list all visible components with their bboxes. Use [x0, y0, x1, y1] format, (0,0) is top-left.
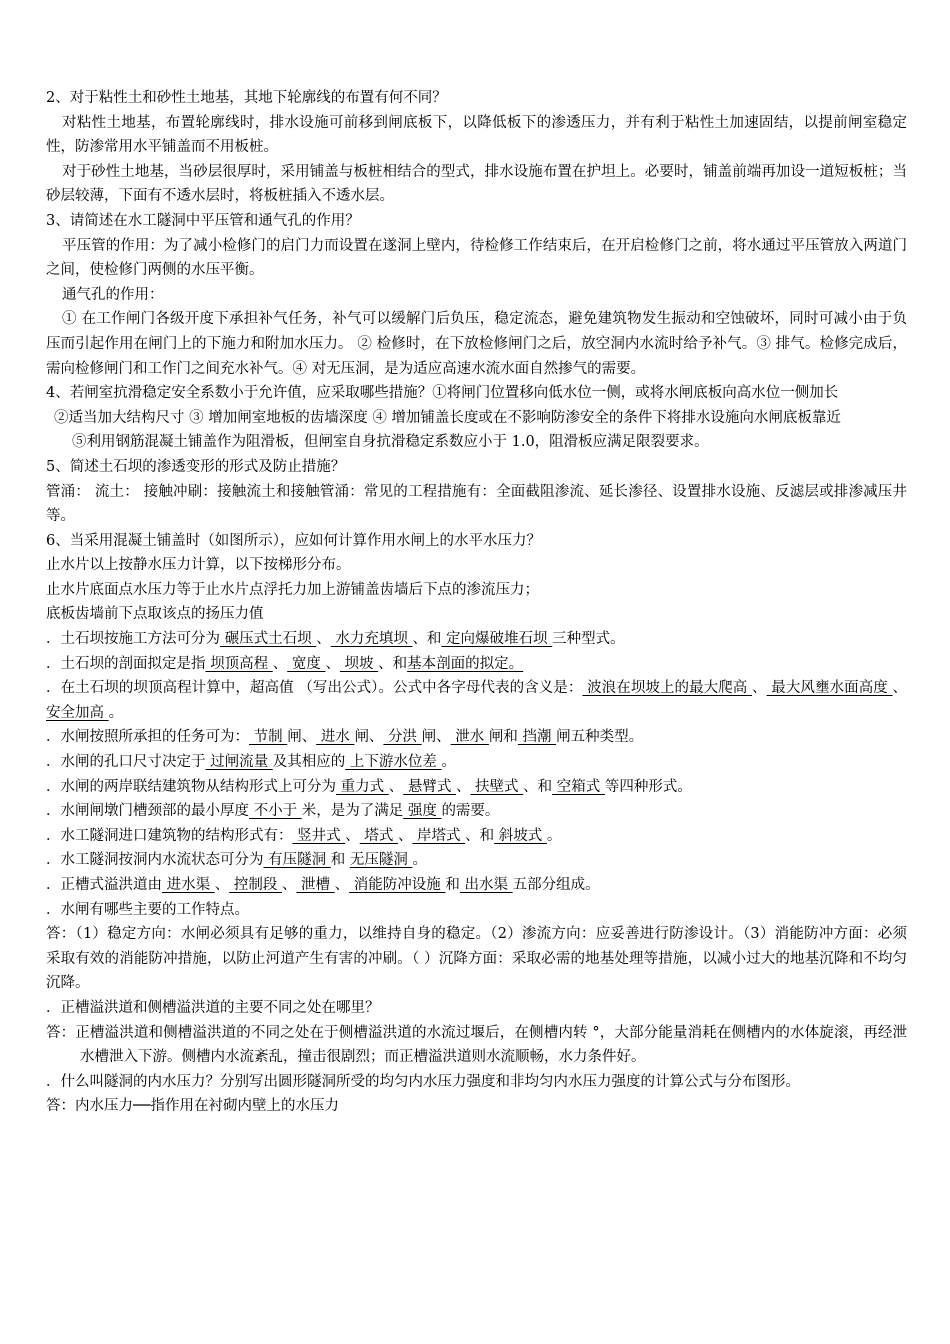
text-run: ．水工隧洞按洞内水流状态可分为: [46, 852, 264, 869]
underlined-answer: 安全加高: [46, 704, 109, 721]
text-run: 、: [345, 827, 360, 844]
text-run: 、和: [523, 778, 553, 795]
text-run: 、: [334, 877, 350, 893]
text-paragraph: [46, 578, 907, 603]
text-run: 、: [892, 680, 908, 697]
text-run: 。: [441, 754, 456, 771]
text-paragraph: [46, 676, 907, 725]
underlined-answer: 岸塔式: [412, 827, 466, 844]
text-run: 、: [272, 655, 288, 672]
text-paragraph: [46, 725, 907, 750]
text-paragraph: [46, 529, 907, 554]
text-run: 闸和: [488, 729, 518, 746]
underlined-answer: 斜坡式: [494, 827, 547, 844]
text-paragraph: [46, 602, 907, 627]
text-paragraph: [46, 775, 907, 800]
text-run: 对于砂性土地基，当砂层很厚时，采用铺盖与板桩相结合的型式，排水设施布置在护坦上。必要时，铺盖前端再加设一道短板桩；当砂层较薄，下面有不透水层时，将板桩插入不透水层。: [46, 163, 907, 205]
text-run: 。: [546, 827, 562, 844]
text-paragraph: [46, 86, 907, 111]
text-run: 、: [752, 680, 767, 697]
text-run: 答：内水压力──指作用在衬砌内壁上的水压力: [46, 1098, 339, 1115]
text-run: 管涌： 流土： 接触冲刷：接触流土和接触管涌：常见的工程措施有：全面截阻渗流、延长渗径、设置排水设施、反滤层或排渗减压井等。: [46, 483, 907, 525]
text-run: 、: [281, 877, 297, 893]
text-run: 、: [455, 778, 471, 795]
underlined-answer: 出水渠: [459, 877, 513, 893]
text-run: 底板齿墙前下点取该点的扬压力值: [46, 606, 264, 623]
text-paragraph: [46, 848, 907, 873]
underlined-answer: 强度: [403, 803, 442, 820]
text-run: 三种型式。: [552, 631, 625, 648]
underlined-answer: 不小于: [249, 803, 302, 820]
underlined-answer: 竖井式: [292, 827, 346, 844]
text-run: ．水闸闸墩门槽颈部的最小厚度: [46, 803, 249, 820]
text-paragraph: [46, 799, 907, 824]
underlined-answer: 节制: [249, 729, 288, 746]
text-paragraph: [46, 1070, 907, 1095]
text-run: 、: [214, 877, 230, 893]
text-run: 、和: [378, 655, 408, 672]
underlined-answer: 碾压式土石坝: [220, 631, 317, 648]
text-run: 平压管的作用：为了减小检修门的启门力而设置在遂洞上壁内，待检修工作结束后，在开启检修门之前，将水通过平压管放入两道门之间，使检修门两侧的水压平衡。: [46, 237, 907, 279]
text-run: 及其相应的: [272, 754, 346, 771]
text-paragraph: [46, 234, 907, 283]
text-run: 闸、: [354, 729, 384, 746]
underlined-answer: 最大风壅水面高度: [766, 680, 893, 697]
text-run: 答：正槽溢洪道和侧槽溢洪道的不同之处在于侧槽溢洪道的水流过堰后，在侧槽内转 °，大部分能量消耗在侧槽内的水体旋滚，再经泄水槽泄入下游。侧槽内水流紊乱，撞击很剧烈；而正槽溢洪道则水流顺畅，水力条件好。: [46, 1024, 907, 1066]
underlined-answer: 塔式: [359, 827, 398, 844]
underlined-answer: 重力式: [336, 778, 389, 795]
text-run: ．水工隧洞进口建筑物的结构形式有：: [46, 827, 293, 844]
underlined-answer: 宽度: [287, 655, 326, 672]
text-run: ．水闸有哪些主要的工作特点。: [46, 901, 249, 918]
text-run: 对粘性土地基，布置轮廓线时，排水设施可前移到闸底板下，以降低板下的渗透压力，并有利于粘性土加速固结，以提前闸室稳定性，防渗常用水平铺盖而不用板桩。: [46, 114, 907, 156]
text-paragraph: [46, 922, 907, 996]
text-paragraph: [46, 1094, 907, 1119]
underlined-answer: 上下游水位差: [345, 754, 442, 771]
text-paragraph: [46, 406, 907, 431]
text-run: 。: [108, 704, 124, 721]
underlined-answer: 悬臂式: [403, 778, 456, 795]
underlined-answer: 过闸流量: [205, 754, 273, 771]
underlined-answer: 无压隧洞: [349, 852, 413, 869]
underlined-answer: 坝顶高程: [205, 655, 273, 672]
text-run: 闸五种类型。: [556, 729, 644, 746]
underlined-answer: 定向爆破堆石坝: [441, 631, 553, 648]
text-paragraph: [46, 996, 907, 1021]
text-run: 、: [316, 631, 331, 648]
text-run: 4、若闸室抗滑稳定安全系数小于允许值，应采取哪些措施？①将闸门位置移向低水位一侧，或将水闸底板向高水位一侧加长: [46, 385, 839, 402]
text-run: 6、当采用混凝土铺盖时（如图所示），应如何计算作用水闸上的水平水压力？: [46, 532, 541, 549]
underlined-answer: 水力充填坝: [330, 631, 413, 648]
text-run: 闸、: [421, 729, 451, 746]
underlined-answer: 有压隧洞: [263, 852, 331, 869]
text-run: 答：（1）稳定方向：水闸必须具有足够的重力，以维持自身的稳定。（2）渗流方向：应妥善进行防渗设计。（3）消能防冲方面：必须采取有效的消能防冲措施，以防止河道产生有害的冲刷。（ ）沉降方面：采取必需的地基处理等措施，以减小过大的地基沉降和不均匀沉降。: [46, 926, 907, 992]
text-run: 和: [330, 852, 350, 869]
text-run: ① 在工作闸门各级开度下承担补气任务，补气可以缓解门后负压，稳定流态，避免建筑物发生振动和空蚀破坏，同时可减小由于负压而引起作用在闸门上的下施力和附加水压力。 ② 检修时，在下放检修闸门之后，放空洞内水流时给予补气。③ 排气。检修完成后，需向检修闸门和工作门之间充水补气。④ 对无压洞，是为适应高速水流水面自然掺气的需要。: [46, 311, 907, 377]
underlined-answer: 控制段: [229, 877, 282, 893]
text-run: ．水闸按照所承担的任务可为：: [46, 729, 249, 746]
text-paragraph: [46, 1021, 907, 1070]
text-run: ．水闸的孔口尺寸决定于: [46, 754, 206, 771]
text-run: 等四种形式。: [604, 778, 692, 795]
text-run: 3、请简述在水工隧洞中平压管和通气孔的作用？: [46, 212, 360, 229]
underlined-answer: 波浪在坝坡上的最大爬高: [582, 680, 753, 697]
text-paragraph: [46, 209, 907, 234]
text-run: ．正槽式溢洪道由: [46, 877, 162, 893]
underlined-answer: 进水: [316, 729, 355, 746]
text-paragraph: [46, 898, 907, 923]
underlined-answer: 空箱式: [552, 778, 605, 795]
text-run: 、和: [465, 827, 495, 844]
text-run: 通气孔的作用：: [62, 286, 164, 303]
text-run: ．土石坝按施工方法可分为: [46, 631, 220, 648]
text-paragraph: [46, 381, 907, 406]
underlined-answer: 扶壁式: [470, 778, 524, 795]
document-body: [46, 86, 907, 1119]
text-paragraph: [46, 750, 907, 775]
text-run: ②适当加大结构尺寸 ③ 增加闸室地板的齿墙深度 ④ 增加铺盖长度或在不影响防渗安全的条件下将排水设施向水闸底板靠近: [54, 409, 841, 426]
text-paragraph: [46, 824, 907, 849]
underlined-answer: 泄槽: [296, 877, 335, 893]
text-run: 止水片底面点水压力等于止水片点浮托力加上游铺盖齿墙后下点的渗流压力；: [46, 581, 539, 598]
text-run: 米，是为了满足: [301, 803, 404, 820]
text-run: 2、对于粘性土和砂性土地基，其地下轮廓线的布置有何不同？: [46, 90, 447, 106]
underlined-answer: 挡潮: [517, 729, 557, 746]
text-run: ．什么叫隧洞的内水压力？分别写出圆形隧洞所受的均匀内水压力强度和非均匀内水压力强度的计算公式与分布图形。: [46, 1073, 800, 1090]
text-paragraph: [46, 652, 907, 677]
text-paragraph: [46, 627, 907, 652]
text-run: （写出公式）。公式中各字母代表的含义是：: [298, 680, 583, 697]
text-run: 和: [445, 877, 460, 893]
text-paragraph: [46, 283, 907, 308]
text-run: 、: [397, 827, 413, 844]
text-paragraph: [46, 455, 907, 480]
text-run: ．水闸的两岸联结建筑物从结构形式上可分为: [46, 778, 336, 795]
text-run: 五部分组成。: [512, 877, 600, 893]
text-run: 、: [388, 778, 404, 795]
text-run: 、和: [412, 631, 442, 648]
text-run: 止水片以上按静水压力计算，以下按梯形分布。: [46, 557, 351, 574]
underlined-answer: 泄水: [450, 729, 489, 746]
underlined-answer: 基本剖面的拟定。: [407, 655, 524, 672]
text-run: ．土石坝的剖面拟定是指: [46, 655, 206, 672]
text-paragraph: [46, 480, 907, 529]
underlined-answer: 分洪: [383, 729, 422, 746]
text-run: 、: [325, 655, 340, 672]
text-run: 5、简述土石坝的渗透变形的形式及防止措施？: [46, 458, 346, 475]
text-paragraph: [46, 160, 907, 209]
text-run: 的需要。: [441, 803, 500, 820]
text-paragraph: [46, 111, 907, 160]
text-run: 。: [412, 852, 427, 869]
text-run: 闸、: [287, 729, 317, 746]
text-paragraph: [46, 430, 907, 455]
text-paragraph: [46, 873, 907, 898]
underlined-answer: 消能防冲设施: [349, 877, 446, 893]
text-run: ．在土石坝的坝顶高程计算中，超高值: [46, 680, 299, 697]
text-paragraph: [46, 553, 907, 578]
text-paragraph: [46, 307, 907, 381]
underlined-answer: 坝坡: [339, 655, 379, 672]
text-run: ．正槽溢洪道和侧槽溢洪道的主要不同之处在哪里？: [46, 999, 380, 1016]
underlined-answer: 进水渠: [162, 877, 215, 893]
text-run: ⑤利用钢筋混凝土铺盖作为阻滑板，但闸室自身抗滑稳定系数应小于 1.0，阻滑板应满足限裂要求。: [72, 434, 709, 451]
